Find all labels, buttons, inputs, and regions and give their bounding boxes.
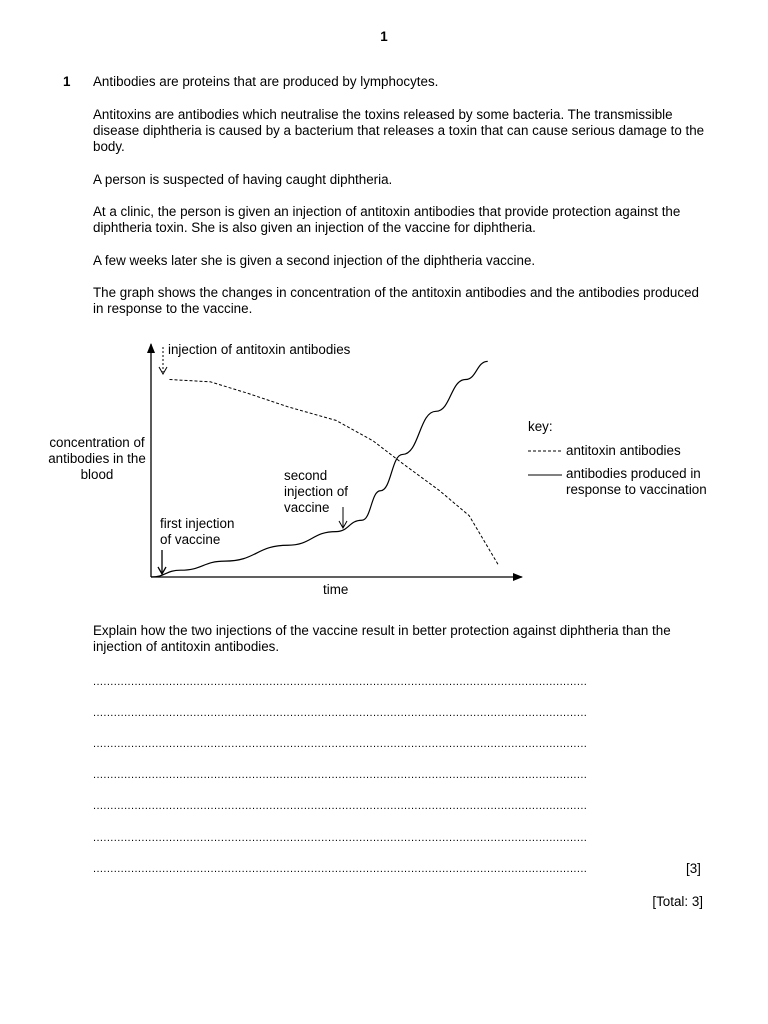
key-solid-label-line2: response to vaccination: [566, 482, 707, 497]
marks-label: [3]: [686, 861, 701, 876]
question-paragraph-1: Antibodies are proteins that are produced by lymphocytes.: [93, 74, 439, 89]
answer-line[interactable]: ...............................................................................................................................................: [93, 863, 588, 875]
question-number: 1: [63, 74, 71, 89]
second-injection-label-line1: second: [284, 468, 328, 483]
page-number: 1: [380, 29, 388, 44]
answer-line[interactable]: ...............................................................................................................................................: [93, 707, 588, 719]
second-injection-label-line2: injection of: [284, 484, 349, 499]
key-dashed-label: antitoxin antibodies: [566, 443, 681, 458]
second-injection-arrow: [339, 507, 347, 528]
answer-line[interactable]: ...............................................................................................................................................: [93, 769, 588, 781]
antitoxin-injection-label: injection of antitoxin antibodies: [168, 342, 351, 357]
answer-line[interactable]: ...............................................................................................................................................: [93, 800, 588, 812]
y-axis-label: concentration of antibodies in the blood: [48, 435, 146, 482]
key-title: key:: [528, 419, 553, 434]
answer-line[interactable]: ...............................................................................................................................................: [93, 832, 588, 844]
first-injection-label-line1: first injection: [160, 516, 235, 531]
antibody-graph: [0, 330, 768, 610]
question-paragraph-6: The graph shows the changes in concentration of the antitoxin antibodies and the antibodies produced in response to the vaccine.: [93, 285, 699, 316]
question-paragraph-3: A person is suspected of having caught diphtheria.: [93, 172, 393, 187]
first-injection-label-line2: of vaccine: [160, 532, 221, 547]
answer-line[interactable]: ...............................................................................................................................................: [93, 738, 588, 750]
key-solid-label-line1: antibodies produced in: [566, 466, 701, 481]
question-paragraph-2: Antitoxins are antibodies which neutralise the toxins released by some bacteria. The transmissible disease diphtheria is caused by a bacterium that releases a toxin that can cause serious damage to the body.: [93, 107, 705, 154]
total-marks-label: [Total: 3]: [652, 894, 703, 909]
first-injection-arrow: [158, 550, 166, 574]
question-paragraph-5: A few weeks later she is given a second injection of the diphtheria vaccine.: [93, 253, 536, 268]
second-injection-label-line3: vaccine: [284, 500, 330, 515]
answer-line[interactable]: ...............................................................................................................................................: [93, 676, 588, 688]
question-paragraph-4: At a clinic, the person is given an injection of antitoxin antibodies that provide protection against the diphtheria toxin. She is also given an injection of the vaccine for diphtheria.: [93, 204, 681, 235]
antitoxin-injection-arrow: [159, 347, 167, 374]
x-axis-label: time: [323, 582, 349, 597]
question-prompt: Explain how the two injections of the vaccine result in better protection against diphtheria than the injection of antitoxin antibodies.: [93, 623, 671, 654]
